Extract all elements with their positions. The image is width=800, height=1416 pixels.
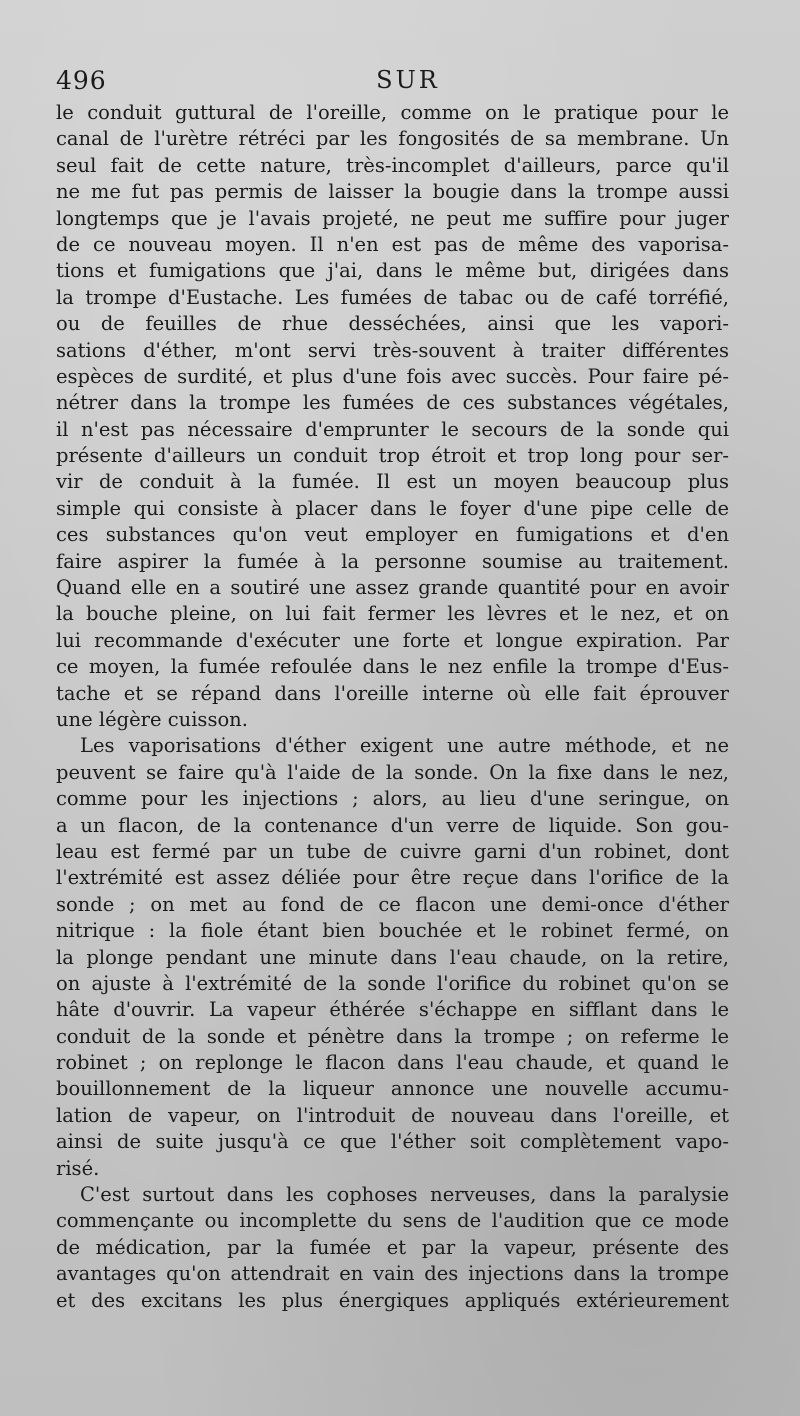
text-line: commençante ou incomplette du sens de l'audition que ce mode: [56, 1209, 729, 1233]
text-line: la plonge pendant une minute dans l'eau chaude, on la retire,: [56, 945, 729, 969]
text-line: a un flacon, de la contenance d'un verre de liquide. Son gou-: [56, 813, 729, 837]
text-line: longtemps que je l'avais projeté, ne peut me suffire pour juger: [56, 206, 729, 230]
text-line: lui recommande d'exécuter une forte et longue expiration. Par: [56, 628, 729, 652]
text-line: le conduit guttural de l'oreille, comme on le pratique pour le: [56, 101, 729, 124]
text-line: ces substances qu'on veut employer en fumigations et d'en: [56, 523, 729, 547]
text-line: de médication, par la fumée et par la vapeur, présente des: [56, 1235, 729, 1259]
text-line: faire aspirer la fumée à la personne soumise au traitement.: [56, 549, 729, 573]
text-line: de ce nouveau moyen. Il n'en est pas de même des vaporisa-: [56, 232, 729, 256]
text-line: robinet ; on replonge le flacon dans l'eau chaude, et quand le: [56, 1051, 729, 1075]
text-line: nétrer dans la trompe les fumées de ces substances végétales,: [56, 391, 729, 415]
text-line: bouillonnement de la liqueur annonce une nouvelle accumu-: [56, 1077, 729, 1101]
body-text: [56, 100, 729, 1314]
text-line: sonde ; on met au fond de ce flacon une demi-once d'éther: [56, 892, 729, 916]
page-number: 496: [56, 66, 107, 95]
text-line: on ajuste à l'extrémité de la sonde l'orifice du robinet qu'on se: [56, 971, 729, 995]
text-line: simple qui consiste à placer dans le foyer d'une pipe celle de: [56, 496, 729, 520]
text-line: présente d'ailleurs un conduit trop étroit et trop long pour ser-: [56, 444, 729, 468]
text-line: la trompe d'Eustache. Les fumées de tabac ou de café torréfié,: [56, 285, 729, 309]
text-line: ne me fut pas permis de laisser la bougie dans la trompe aussi: [56, 180, 729, 204]
paragraph-start-line: C'est surtout dans les cophoses nerveuses, dans la paralysie: [80, 1183, 729, 1207]
text-line: tions et fumigations que j'ai, dans le même but, dirigées dans: [56, 259, 729, 283]
text-line: ainsi de suite jusqu'à ce que l'éther soit complètement vapo-: [56, 1130, 729, 1154]
text-line: et des excitans les plus énergiques appliqués extérieurement: [56, 1288, 729, 1312]
text-line: il n'est pas nécessaire d'emprunter le secours de la sonde qui: [56, 417, 729, 441]
paragraph-end-line: risé.: [56, 1156, 100, 1180]
text-line: vir de conduit à la fumée. Il est un moyen beaucoup plus: [56, 470, 729, 494]
text-line: la bouche pleine, on lui fait fermer les lèvres et le nez, et on: [56, 602, 729, 626]
text-line: seul fait de cette nature, très-incomplet d'ailleurs, parce qu'il: [56, 153, 729, 177]
text-line: tache et se répand dans l'oreille interne où elle fait éprouver: [56, 681, 729, 705]
text-line: espèces de surdité, et plus d'une fois avec succès. Pour faire pé-: [56, 364, 729, 388]
text-line: canal de l'urètre rétréci par les fongosités de sa membrane. Un: [56, 127, 729, 151]
text-line: comme pour les injections ; alors, au lieu d'une seringue, on: [56, 787, 729, 811]
text-line: lation de vapeur, on l'introduit de nouveau dans l'oreille, et: [56, 1103, 729, 1127]
text-line: hâte d'ouvrir. La vapeur éthérée s'échappe en sifflant dans le: [56, 998, 729, 1022]
paragraph-start-line: Les vaporisations d'éther exigent une autre méthode, et ne: [80, 734, 729, 758]
text-line: peuvent se faire qu'à l'aide de la sonde. On la fixe dans le nez,: [56, 760, 729, 784]
text-line: conduit de la sonde et pénètre dans la trompe ; on referme le: [56, 1024, 729, 1048]
page-header: [56, 66, 760, 98]
text-line: avantages qu'on attendrait en vain des injections dans la trompe: [56, 1262, 729, 1286]
text-line: nitrique : la fiole étant bien bouchée et le robinet fermé, on: [56, 919, 729, 943]
text-line: Quand elle en a soutiré une assez grande quantité pour en avoir: [56, 576, 729, 600]
paragraph-end-line: une légère cuisson.: [56, 707, 248, 731]
text-line: leau est fermé par un tube de cuivre garni d'un robinet, dont: [56, 839, 729, 863]
running-head: SUR: [376, 66, 440, 94]
text-line: ou de feuilles de rhue desséchées, ainsi que les vapori-: [56, 312, 729, 336]
text-line: sations d'éther, m'ont servi très-souvent à traiter différentes: [56, 338, 729, 362]
text-line: ce moyen, la fumée refoulée dans le nez enfile la trompe d'Eus-: [56, 655, 729, 679]
text-line: l'extrémité est assez déliée pour être reçue dans l'orifice de la: [56, 866, 729, 890]
